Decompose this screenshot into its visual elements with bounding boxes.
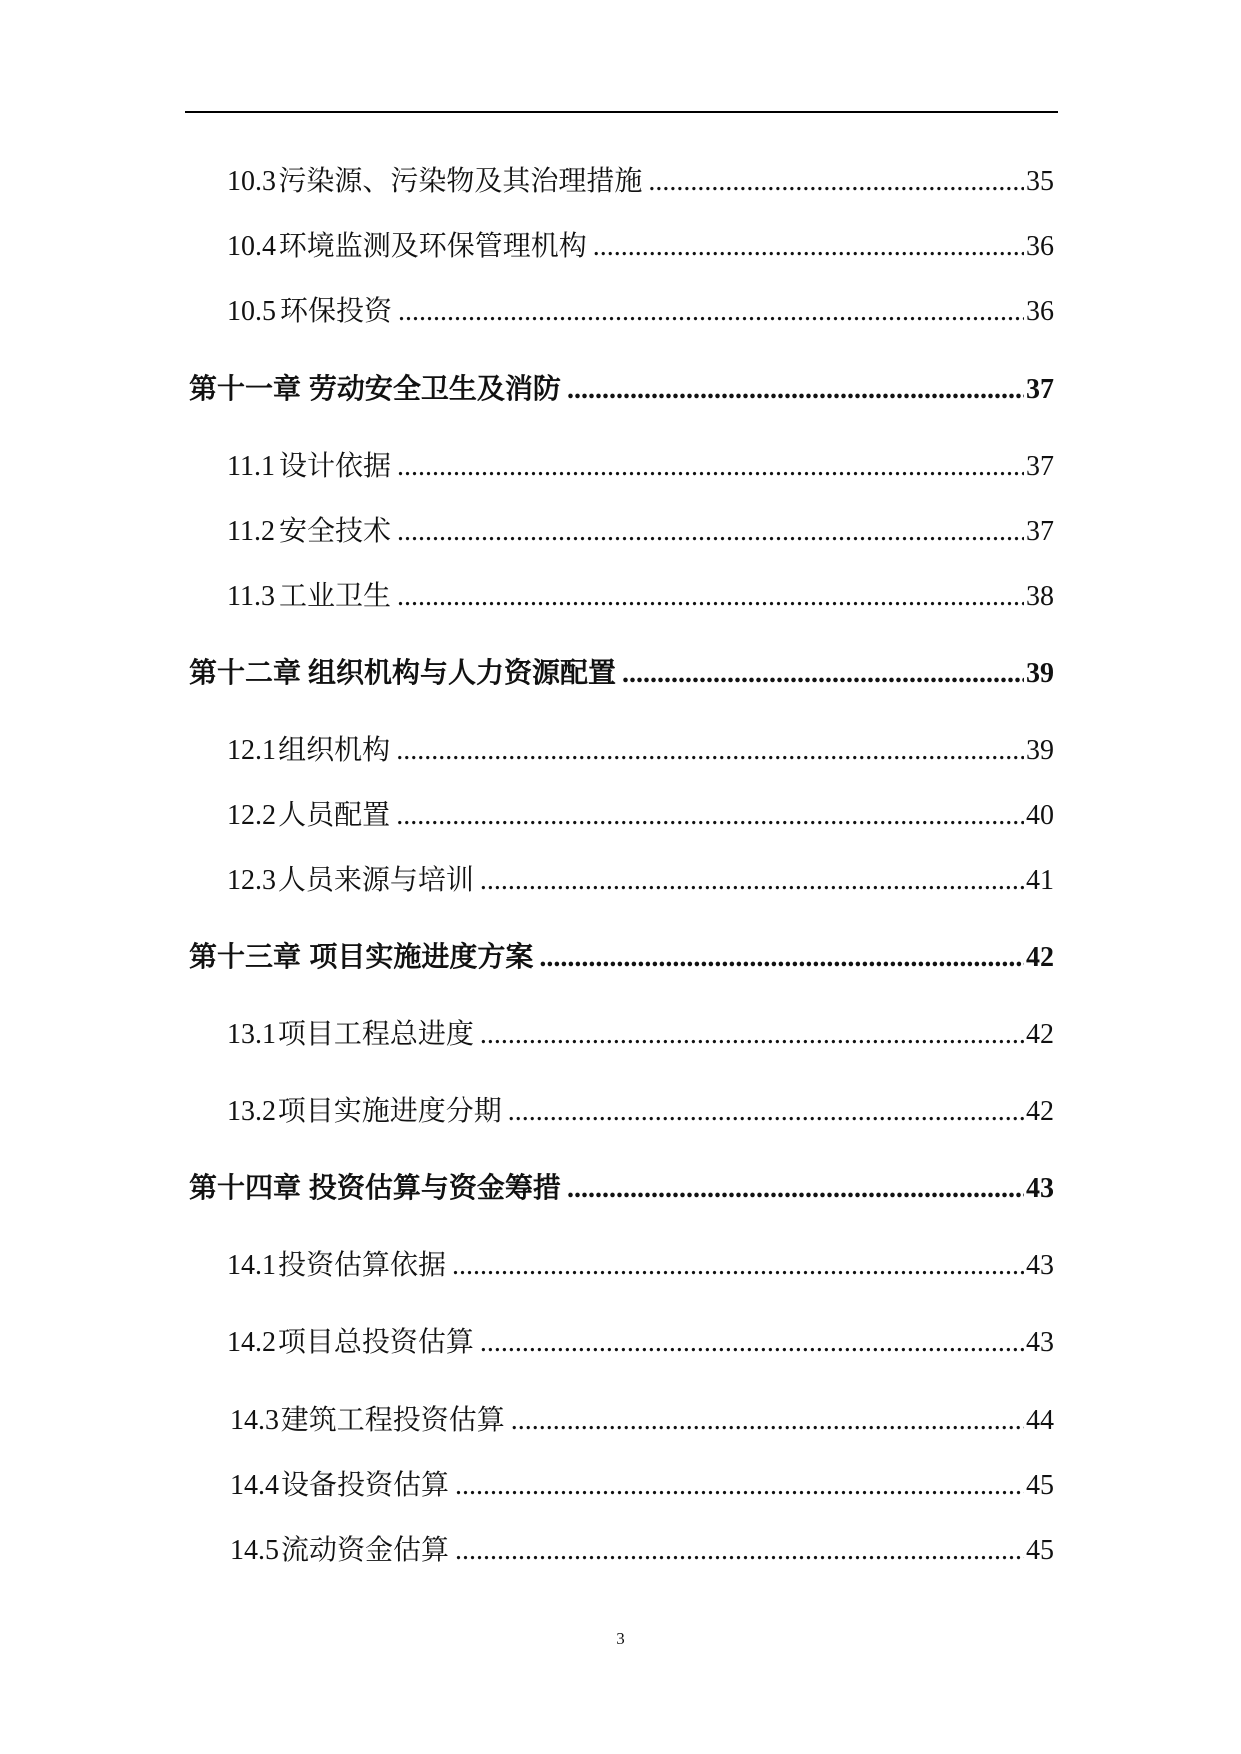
toc-page-number: 43	[1026, 1250, 1054, 1281]
toc-page-number: 44	[1026, 1405, 1054, 1436]
toc-page-number: 42	[1026, 1096, 1054, 1127]
toc-chapter-14[interactable]	[189, 1169, 1054, 1209]
toc-section-title: 设备投资估算	[280, 1470, 449, 1501]
toc-section-number: 14.4	[230, 1470, 279, 1501]
toc-leader-dots	[397, 577, 1024, 617]
toc-page-number: 42	[1026, 942, 1054, 973]
toc-section-number: 11.2	[227, 516, 275, 547]
toc-leader-dots	[398, 292, 1024, 332]
toc-page-number: 41	[1026, 865, 1054, 896]
toc-page-number: 36	[1026, 231, 1054, 262]
toc-chapter-title: 劳动安全卫生及消防	[308, 374, 561, 405]
toc-chapter-title: 项目实施进度方案	[309, 942, 534, 973]
toc-entry-10-5[interactable]	[227, 292, 1054, 332]
toc-page-number: 37	[1026, 374, 1054, 405]
toc-entry-14-5[interactable]	[230, 1531, 1054, 1571]
toc-section-title: 环境监测及环保管理机构	[278, 231, 587, 262]
toc-leader-dots	[508, 1092, 1024, 1132]
toc-section-number: 14.2	[227, 1327, 276, 1358]
toc-section-number: 13.1	[227, 1019, 276, 1050]
toc-section-title: 投资估算依据	[277, 1250, 446, 1281]
toc-leader-dots	[480, 1015, 1024, 1055]
toc-page-number: 43	[1026, 1327, 1054, 1358]
toc-leader-dots	[397, 447, 1024, 487]
toc-section-title: 人员来源与培训	[277, 865, 474, 896]
toc-chapter-number: 第十二章	[189, 658, 302, 689]
toc-entry-14-1[interactable]	[227, 1246, 1054, 1286]
toc-section-title: 项目实施进度分期	[277, 1096, 502, 1127]
toc-section-number: 13.2	[227, 1096, 276, 1127]
toc-section-title: 项目工程总进度	[277, 1019, 474, 1050]
toc-page-number: 37	[1026, 451, 1054, 482]
toc-section-title: 设计依据	[278, 451, 391, 482]
toc-page-number: 42	[1026, 1019, 1054, 1050]
page-number: 3	[616, 1629, 625, 1648]
toc-chapter-number: 第十一章	[189, 374, 302, 405]
toc-entry-12-1[interactable]	[227, 731, 1054, 771]
toc-entry-12-2[interactable]	[227, 796, 1054, 836]
toc-entry-14-4[interactable]	[230, 1466, 1054, 1506]
toc-chapter-12[interactable]	[189, 654, 1054, 694]
toc-section-number: 11.3	[227, 581, 275, 612]
toc-section-title: 流动资金估算	[280, 1535, 449, 1566]
toc-section-title: 工业卫生	[278, 581, 391, 612]
toc-entry-10-4[interactable]	[227, 227, 1054, 267]
toc-section-number: 10.3	[227, 166, 276, 197]
toc-leader-dots	[511, 1401, 1024, 1441]
toc-leader-dots	[593, 227, 1024, 267]
toc-page-number: 39	[1026, 658, 1054, 689]
toc-section-title: 安全技术	[278, 516, 391, 547]
toc-leader-dots	[567, 1169, 1024, 1209]
toc-leader-dots	[397, 512, 1024, 552]
toc-entry-12-3[interactable]	[227, 861, 1054, 901]
toc-chapter-title: 组织机构与人力资源配置	[307, 658, 616, 689]
toc-chapter-title: 投资估算与资金筹措	[308, 1173, 561, 1204]
toc-leader-dots	[480, 1323, 1024, 1363]
toc-leader-dots	[396, 731, 1024, 771]
toc-section-title: 污染源、污染物及其治理措施	[278, 166, 643, 197]
toc-section-title: 组织机构	[278, 735, 391, 766]
toc-leader-dots	[480, 861, 1024, 901]
toc-chapter-13[interactable]	[189, 938, 1054, 978]
toc-leader-dots	[539, 938, 1024, 978]
toc-leader-dots	[648, 162, 1024, 202]
toc-section-number: 14.1	[227, 1250, 276, 1281]
toc-section-number: 10.5	[227, 296, 276, 327]
toc-chapter-11[interactable]	[189, 370, 1054, 410]
toc-section-number: 12.2	[227, 800, 276, 831]
toc-section-number: 12.1	[227, 735, 276, 766]
toc-page-number: 43	[1026, 1173, 1054, 1204]
toc-leader-dots	[455, 1466, 1024, 1506]
toc-entry-11-1[interactable]	[227, 447, 1054, 487]
toc-entry-10-3[interactable]	[227, 162, 1054, 202]
toc-section-number: 12.3	[227, 865, 276, 896]
toc-chapter-number: 第十四章	[189, 1173, 302, 1204]
toc-section-title: 项目总投资估算	[277, 1327, 474, 1358]
toc-page-number: 45	[1026, 1470, 1054, 1501]
header-rule	[185, 111, 1058, 113]
toc-page-number: 40	[1026, 800, 1054, 831]
toc-section-number: 11.1	[227, 451, 275, 482]
toc-entry-11-3[interactable]	[227, 577, 1054, 617]
toc-leader-dots	[396, 796, 1024, 836]
toc-page-number: 35	[1026, 166, 1054, 197]
toc-entry-13-1[interactable]	[227, 1015, 1054, 1055]
toc-section-number: 14.3	[230, 1405, 279, 1436]
toc-entry-11-2[interactable]	[227, 512, 1054, 552]
toc-entry-14-3[interactable]	[230, 1401, 1054, 1441]
toc-page-number: 37	[1026, 516, 1054, 547]
toc-leader-dots	[455, 1531, 1024, 1571]
toc-page-number: 45	[1026, 1535, 1054, 1566]
toc-page-number: 39	[1026, 735, 1054, 766]
toc-section-number: 14.5	[230, 1535, 279, 1566]
toc-entry-13-2[interactable]	[227, 1092, 1054, 1132]
toc-page-number: 38	[1026, 581, 1054, 612]
toc-section-number: 10.4	[227, 231, 276, 262]
toc-chapter-number: 第十三章	[189, 942, 302, 973]
toc-section-title: 环保投资	[279, 296, 392, 327]
toc-leader-dots	[622, 654, 1024, 694]
toc-page-number: 36	[1026, 296, 1054, 327]
toc-section-title: 人员配置	[278, 800, 391, 831]
toc-section-title: 建筑工程投资估算	[280, 1405, 505, 1436]
toc-leader-dots	[567, 370, 1024, 410]
toc-entry-14-2[interactable]	[227, 1323, 1054, 1363]
toc-leader-dots	[452, 1246, 1024, 1286]
